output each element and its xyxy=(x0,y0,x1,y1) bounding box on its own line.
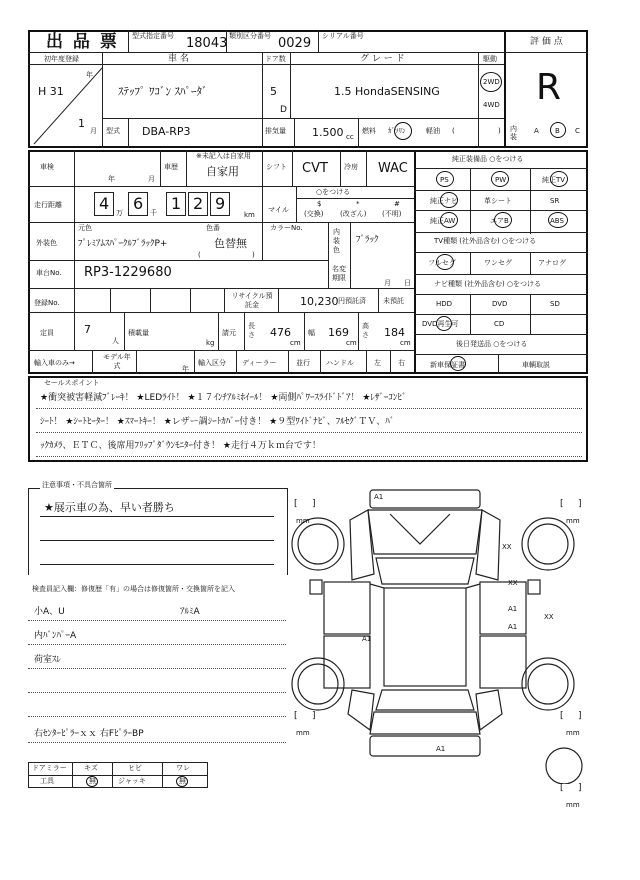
sekisai-kg: kg xyxy=(206,339,215,347)
shareki-value: 自家用 xyxy=(206,165,239,178)
yunyu-kubun-label: 輸入区分 xyxy=(198,359,226,367)
displacement: 1.500 xyxy=(312,126,344,139)
mi-yotaku: 未預託 xyxy=(383,297,404,305)
mileage-digit-3: 1 xyxy=(171,194,182,213)
sales-label: セールスポイント xyxy=(44,379,100,387)
sales-line-1: ★衝突被害軽減ﾌﾞﾚｰｷ！ ★LEDﾗｲﾄ！ ★１７ｲﾝﾁｱﾙﾐﾎｲｰﾙ！ ★両側ﾊﾟﾜｰｽﾗｲﾄﾞﾄﾞｱ！ ★ﾚｻﾞｰｺﾝﾋﾞ xyxy=(40,393,407,403)
recycle-unit: 円預託済 xyxy=(338,297,366,305)
naiso-b: B xyxy=(555,127,560,135)
mark-right-rear-door: A1 xyxy=(508,605,518,613)
mm-fr: mm xyxy=(566,517,580,525)
tv-analog: アナログ xyxy=(538,259,566,267)
shift-label: シフト xyxy=(266,163,287,171)
soko-label: 走行距離 xyxy=(34,201,62,209)
mark-roof: A1 xyxy=(362,635,372,643)
model-year-nen: 年 xyxy=(182,365,189,373)
inspector-line-1: 小A、U xyxy=(34,607,65,617)
sekisai-label: 積載量 xyxy=(128,329,149,337)
bracket-fl-open: [ xyxy=(294,499,298,509)
door-type: D xyxy=(280,105,287,115)
width-unit: cm xyxy=(346,339,357,347)
tv-fullseg: フルセグ xyxy=(428,259,456,267)
car-diagram xyxy=(290,484,590,784)
equip-abs: ABS xyxy=(550,217,564,225)
koukan-label: (交換) xyxy=(304,210,324,218)
mm-rl: mm xyxy=(296,729,310,737)
equip-pw: PW xyxy=(495,176,507,184)
mileage-man: 万 xyxy=(116,209,123,217)
length-label: 長さ xyxy=(248,322,255,339)
drive-4wd: 4WD xyxy=(483,101,500,109)
length-value: 476 xyxy=(270,326,291,339)
door-count: 5 xyxy=(270,85,277,98)
shareki-label: 車歴 xyxy=(164,163,178,171)
car-name: ｽﾃｯﾌﾟ ﾜｺﾞﾝ ｽﾊﾟｰﾀﾞ xyxy=(118,85,208,98)
mm-rr: mm xyxy=(566,729,580,737)
chassis-number: RP3-1229680 xyxy=(84,265,172,280)
katashiki-value: 18043 xyxy=(186,36,228,51)
navi-dvd-play: DVD再生可 xyxy=(422,320,459,328)
manual-doc: 車輌取説 xyxy=(522,361,550,369)
reibo-label: 冷房 xyxy=(344,163,358,171)
model-label: 型式 xyxy=(106,127,120,135)
mileage-digit-4: 2 xyxy=(193,194,204,213)
navi-cd: CD xyxy=(494,320,505,328)
serial-label: シリアル番号 xyxy=(322,32,364,40)
hyoka-label: 評 価 点 xyxy=(530,37,563,47)
yunyu-label: 輸入車のみ→ xyxy=(34,359,75,367)
tv-label: TV種類 (社外品含む) ○をつける xyxy=(434,237,537,245)
inspector-line-1b: ｱﾙﾐA xyxy=(180,607,200,617)
legend-jack-value: 無 xyxy=(179,777,186,785)
height-unit: cm xyxy=(400,339,411,347)
navi-hdd: HDD xyxy=(436,300,453,308)
bracket-fl-close: ] xyxy=(312,499,316,509)
mark-right-front-door: XX xyxy=(508,579,518,587)
shodo-label: 初年度登録 xyxy=(44,55,79,63)
mileage-digit-5: 9 xyxy=(215,194,226,213)
handle-right: 右 xyxy=(398,359,405,367)
drive-2wd: 2WD xyxy=(483,78,500,86)
bracket-rr-close: ] xyxy=(578,711,582,721)
bracket-rr-open: [ xyxy=(560,711,564,721)
legend-h-kizu: キズ xyxy=(84,764,98,772)
mileage-digit-1: 4 xyxy=(99,194,110,213)
inspector-label: 検査員記入欄：修復歴「有」の場合は修復箇所・交換箇所を記入 xyxy=(32,585,235,593)
bracket-rl-close: ] xyxy=(312,711,316,721)
fumei-label: (不明) xyxy=(382,210,402,218)
equip-leather: 革シート xyxy=(484,197,512,205)
bracket-fr-close: ] xyxy=(578,499,582,509)
color-paren-close: ) xyxy=(252,251,255,259)
hyoka-score: R xyxy=(536,67,562,108)
shamei-label: 車 名 xyxy=(168,54,189,64)
handle-label: ハンドル xyxy=(326,359,354,367)
mile-label: マイル xyxy=(268,206,289,214)
equip-tv: 純正TV xyxy=(542,176,566,184)
mark-rear-bumper: A1 xyxy=(436,745,446,753)
kojitsu-label: 後日発送品 ○をつける xyxy=(456,340,528,348)
equip-sr: SR xyxy=(550,197,560,205)
heiko-label: 並行 xyxy=(296,359,310,367)
recycle-label: リサイクル預託金 xyxy=(231,292,273,309)
mark-right-side: XX xyxy=(544,613,554,621)
naiso-a: A xyxy=(534,127,539,135)
door-label: ドア数 xyxy=(265,55,286,63)
navi-label: ナビ種類 (社外品含む) ○をつける xyxy=(434,280,542,288)
recycle-value: 10,230 xyxy=(300,295,339,308)
fumei-symbol: # xyxy=(394,200,400,208)
sheet-title: 出 品 票 xyxy=(46,32,119,52)
displacement-unit: cc xyxy=(346,133,354,141)
meihen-tsuki: 月 xyxy=(384,279,391,287)
shikiban-label: 色番 xyxy=(206,224,220,232)
fuel-gasoline: ｶﾞｿﾘﾝ xyxy=(388,127,406,135)
shaken-nen: 年 xyxy=(108,175,115,183)
fuel-label: 燃料 xyxy=(362,127,376,135)
sales-line-2: ｼｰﾄ！ ★ｼｰﾄﾋｰﾀｰ！ ★ｽﾏｰﾄｷｰ！ ★レザー調ｼｰﾄｶﾊﾞｰ付き！ ★９型ﾜｲﾄﾞﾅﾋﾞ、ﾌﾙｾｸﾞＴＶ、ﾊﾞ xyxy=(40,417,395,427)
inspector-line-2: 内ﾊﾞﾝﾊﾟｰA xyxy=(34,631,77,641)
naiso-c: C xyxy=(575,127,580,135)
kudo-label: 駆動 xyxy=(483,55,497,63)
mark-front-bumper: A1 xyxy=(374,493,384,501)
height-value: 184 xyxy=(384,326,405,339)
first-reg-nen: 年 xyxy=(86,71,93,79)
legend-h-mirror: ドアミラー xyxy=(32,764,67,772)
legend-jack: ジャッキ xyxy=(118,777,146,785)
bracket-spare-open: [ xyxy=(560,783,564,793)
shift-value: CVT xyxy=(302,161,328,176)
legend-h-ware: ワレ xyxy=(176,764,190,772)
length-unit: cm xyxy=(290,339,301,347)
color-paren-open: ( xyxy=(198,251,201,259)
bracket-rl-open: [ xyxy=(294,711,298,721)
navi-dvd: DVD xyxy=(492,300,508,308)
fuel-paren-close: ) xyxy=(498,127,501,135)
equip-ps: PS xyxy=(440,176,449,184)
capacity-unit: 人 xyxy=(112,337,119,345)
interior-color: ﾌﾞﾗｯｸ xyxy=(356,235,379,245)
first-reg-tsuki: 月 xyxy=(90,127,97,135)
shareki-note: ※未記入は自家用 xyxy=(196,152,251,160)
shaken-tsuki: 月 xyxy=(148,175,155,183)
legend-h-hibi: ヒビ xyxy=(128,764,142,772)
inspector-line-4: 右ｾﾝﾀｰﾋﾟﾗｰｘｘ 右FﾋﾟﾗｰBP xyxy=(34,729,144,739)
teiin-label: 定員 xyxy=(40,329,54,337)
model-code: DBA-RP3 xyxy=(142,125,191,138)
mm-spare: mm xyxy=(566,801,580,809)
equip-airbag: エアB xyxy=(490,217,509,225)
mileage-sen: 千 xyxy=(150,209,157,217)
width-value: 169 xyxy=(328,326,349,339)
width-label: 幅 xyxy=(308,329,315,337)
mm-fl: mm xyxy=(296,517,310,525)
naiso-label: 内装 xyxy=(510,125,517,141)
grade-label: グ レ ー ド xyxy=(360,54,405,64)
equip-aw: 純正AW xyxy=(430,217,456,225)
koukan-symbol: $ xyxy=(317,200,322,208)
haiki-label: 排気量 xyxy=(265,127,286,135)
bracket-spare-close: ] xyxy=(578,783,582,793)
fuel-paren-open: ( xyxy=(452,127,455,135)
first-reg-slash xyxy=(30,64,102,148)
warranty-doc: 新車保証書 xyxy=(430,361,465,369)
color-change: 色替無 xyxy=(214,237,247,250)
katashiki-label: 型式指定番号 xyxy=(132,32,174,40)
kaizan-symbol: * xyxy=(356,200,360,208)
first-reg-era: H 31 xyxy=(38,85,64,98)
kaizan-label: (改ざん) xyxy=(340,210,367,218)
mark-right-rear-quarter: A1 xyxy=(508,623,518,631)
gaiso-label: 外装色 xyxy=(36,239,57,247)
color-no-label: カラーNo. xyxy=(270,224,303,232)
handle-left: 左 xyxy=(374,359,381,367)
fuel-diesel: 軽油 xyxy=(426,127,440,135)
navi-sd: SD xyxy=(550,300,560,308)
meihen-hi: 日 xyxy=(404,279,411,287)
capacity: 7 xyxy=(84,323,91,336)
shadai-label: 車台No. xyxy=(36,269,62,277)
grade-value: 1.5 HondaSENSING xyxy=(334,85,440,98)
meihen-label: 名変期限 xyxy=(332,265,346,282)
notes-label: 注意事項・不具合箇所 xyxy=(42,481,112,489)
mark-right-front-wheel: XX xyxy=(502,543,512,551)
tsukeru-label: ○をつける xyxy=(316,188,351,196)
dealer-label: ディーラー xyxy=(242,359,277,367)
ruibetsu-label: 類別区分番号 xyxy=(229,32,271,40)
toroku-label: 登録No. xyxy=(34,299,60,307)
legend-tool-value: 無 xyxy=(89,777,96,785)
shaken-label: 車検 xyxy=(40,163,54,171)
inspector-line-3: 荷室ｽﾚ xyxy=(34,655,62,665)
notes-line-1: ★展示車の為、早い者勝ち xyxy=(44,501,175,514)
first-reg-month: 1 xyxy=(78,117,85,130)
tv-oneseg: ワンセグ xyxy=(484,259,512,267)
mileage-digit-2: 6 xyxy=(133,194,144,213)
naiso-iro-label: 内装色 xyxy=(333,228,340,254)
reibo-value: WAC xyxy=(378,161,408,176)
model-year-label: モデル年式 xyxy=(103,353,131,370)
exterior-color: ﾌﾟﾚﾐｱﾑｽﾊﾟｰｸﾙﾌﾞﾗｯｸP+ xyxy=(78,239,168,249)
ruibetsu-value: 0029 xyxy=(278,36,312,51)
mileage-km: km xyxy=(244,211,255,219)
sales-line-3: ｯｸｶﾒﾗ、ＥＴＣ、後席用ﾌﾘｯﾌﾟﾀﾞｳﾝﾓﾆﾀｰ付き！ ★走行４万ｋｍ台です！ xyxy=(40,441,321,451)
seikyu-label: 請元 xyxy=(222,329,236,337)
moto-iro-label: 元色 xyxy=(78,224,92,232)
equip-navi: 純正ナビ xyxy=(430,197,458,205)
height-label: 高さ xyxy=(362,322,369,339)
legend-tool: 工具 xyxy=(40,777,54,785)
junsei-label: 純正装備品 ○をつける xyxy=(452,155,524,163)
bracket-fr-open: [ xyxy=(560,499,564,509)
